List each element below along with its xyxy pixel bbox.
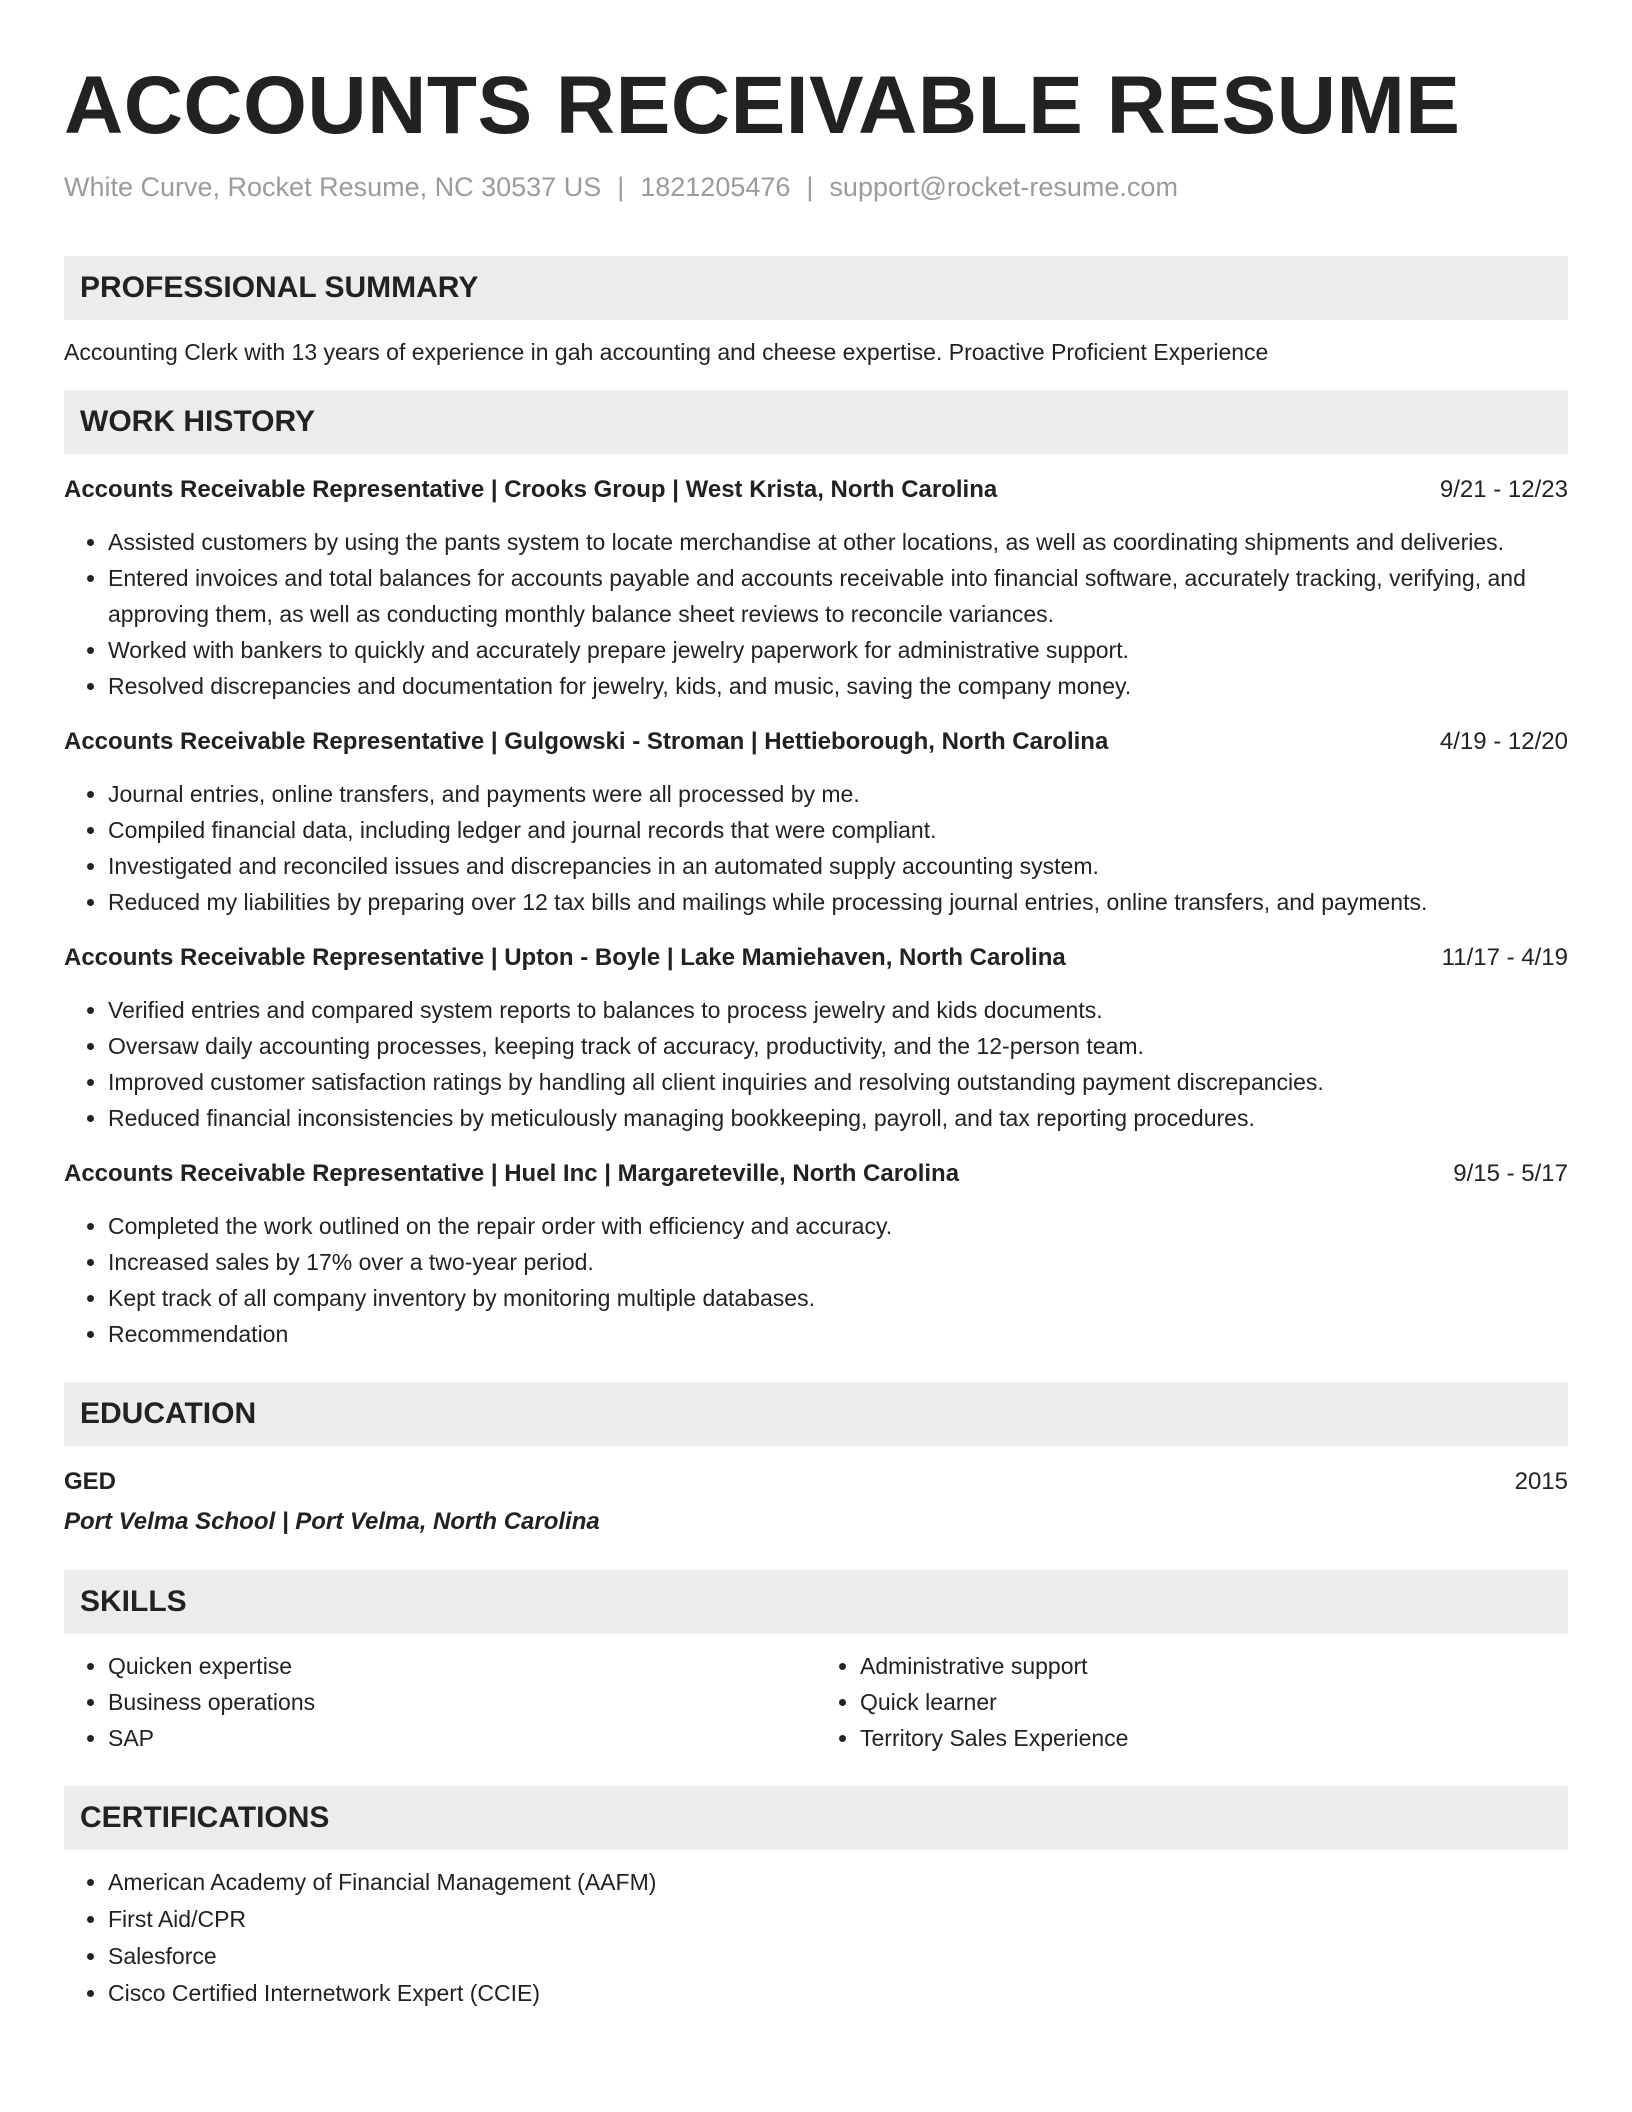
summary-text: Accounting Clerk with 13 years of experience in gah accounting and cheese expertise. Proactive Proficient Experience [64,339,1269,365]
education-year: 2015 [1514,1468,1568,1495]
certification-item: • Cisco Certified Internetwork Expert (CCIE) [108,1975,1568,2012]
job-entry [64,940,1568,1136]
contact-address: White Curve, Rocket Resume, NC 30537 US [64,172,602,202]
job-bullet: • Recommendation [108,1316,1568,1352]
contact-separator: | [617,172,625,202]
job-dates: 4/19 - 12/20 [1439,728,1568,755]
job-entry [64,1156,1568,1352]
job-bullet: • Improved customer satisfaction ratings by handling all client inquiries and resolving outstanding payment discrepancies. [108,1064,1568,1100]
section-heading: WORK HISTORY [64,390,1568,454]
job-bullet: • Investigated and reconciled issues and discrepancies in an automated supply accounting system. [108,848,1568,884]
section-heading: CERTIFICATIONS [64,1786,1568,1850]
section-heading: PROFESSIONAL SUMMARY [64,256,1568,320]
skills-section [64,1570,1568,1756]
job-dates: 9/21 - 12/23 [1439,476,1568,503]
job-bullet: • Increased sales by 17% over a two-year period. [108,1244,1568,1280]
job-title: Accounts Receivable Representative | Huel Inc | Margareteville, North Carolina [64,1160,960,1187]
skill-item: • Quicken expertise [108,1648,816,1684]
work-history-section [64,390,1568,1352]
job-entry [64,472,1568,704]
contact-separator: | [806,172,814,202]
job-bullets [64,776,1568,920]
job-bullet: • Kept track of all company inventory by monitoring multiple databases. [108,1280,1568,1316]
job-dates: 11/17 - 4/19 [1441,944,1568,971]
job-bullets [64,992,1568,1136]
skill-item: • Administrative support [860,1648,1568,1684]
resume-title: ACCOUNTS RECEIVABLE RESUME [64,60,1461,151]
job-bullet: • Assisted customers by using the pants system to locate merchandise at other locations, as well as coordinating shipments and deliveries. [108,524,1568,560]
certification-list [64,1864,1568,2012]
education-degree: GED [64,1468,117,1495]
job-title: Accounts Receivable Representative | Upton - Boyle | Lake Mamiehaven, North Carolina [64,944,1066,971]
job-bullet: • Resolved discrepancies and documentation for jewelry, kids, and music, saving the company money. [108,668,1568,704]
education-school: Port Velma School | Port Velma, North Carolina [64,1508,600,1535]
certification-item: • First Aid/CPR [108,1901,1568,1938]
job-bullet: • Oversaw daily accounting processes, keeping track of accuracy, productivity, and the 12-person team. [108,1028,1568,1064]
education-section [64,1382,1568,1540]
contact-line [64,170,1568,204]
certification-item: • American Academy of Financial Management (AAFM) [108,1864,1568,1901]
job-bullet: • Reduced my liabilities by preparing over 12 tax bills and mailings while processing journal entries, online transfers, and payments. [108,884,1568,920]
job-bullet: • Reduced financial inconsistencies by meticulously managing bookkeeping, payroll, and tax reporting procedures. [108,1100,1568,1136]
job-bullet: • Entered invoices and total balances for accounts payable and accounts receivable into financial software, accurately tracking, verifying, and approving them, as well as conducting monthly balance sheet reviews to reconcile variances. [108,560,1568,632]
skill-item: • Business operations [108,1684,816,1720]
skill-item: • SAP [108,1720,816,1756]
section-heading: SKILLS [64,1570,1568,1634]
certification-item: • Salesforce [108,1938,1568,1975]
skills-column-right [816,1648,1568,1756]
skills-column-left [64,1648,816,1756]
skill-item: • Territory Sales Experience [860,1720,1568,1756]
job-list [64,472,1568,1352]
job-title: Accounts Receivable Representative | Gulgowski - Stroman | Hettieborough, North Carolina [64,728,1109,755]
job-bullet: • Compiled financial data, including ledger and journal records that were compliant. [108,812,1568,848]
certifications-section [64,1786,1568,2012]
job-title: Accounts Receivable Representative | Crooks Group | West Krista, North Carolina [64,476,998,503]
section-heading: EDUCATION [64,1382,1568,1446]
job-bullets [64,524,1568,704]
job-dates: 9/15 - 5/17 [1453,1160,1568,1187]
job-entry [64,724,1568,920]
job-bullet: • Worked with bankers to quickly and accurately prepare jewelry paperwork for administrative support. [108,632,1568,668]
professional-summary-section [64,256,1568,370]
job-bullets [64,1208,1568,1352]
contact-phone: 1821205476 [640,172,791,202]
skill-item: • Quick learner [860,1684,1568,1720]
job-bullet: • Completed the work outlined on the repair order with efficiency and accuracy. [108,1208,1568,1244]
job-bullet: • Journal entries, online transfers, and payments were all processed by me. [108,776,1568,812]
job-bullet: • Verified entries and compared system reports to balances to process jewelry and kids documents. [108,992,1568,1028]
contact-email: support@rocket-resume.com [829,172,1178,202]
